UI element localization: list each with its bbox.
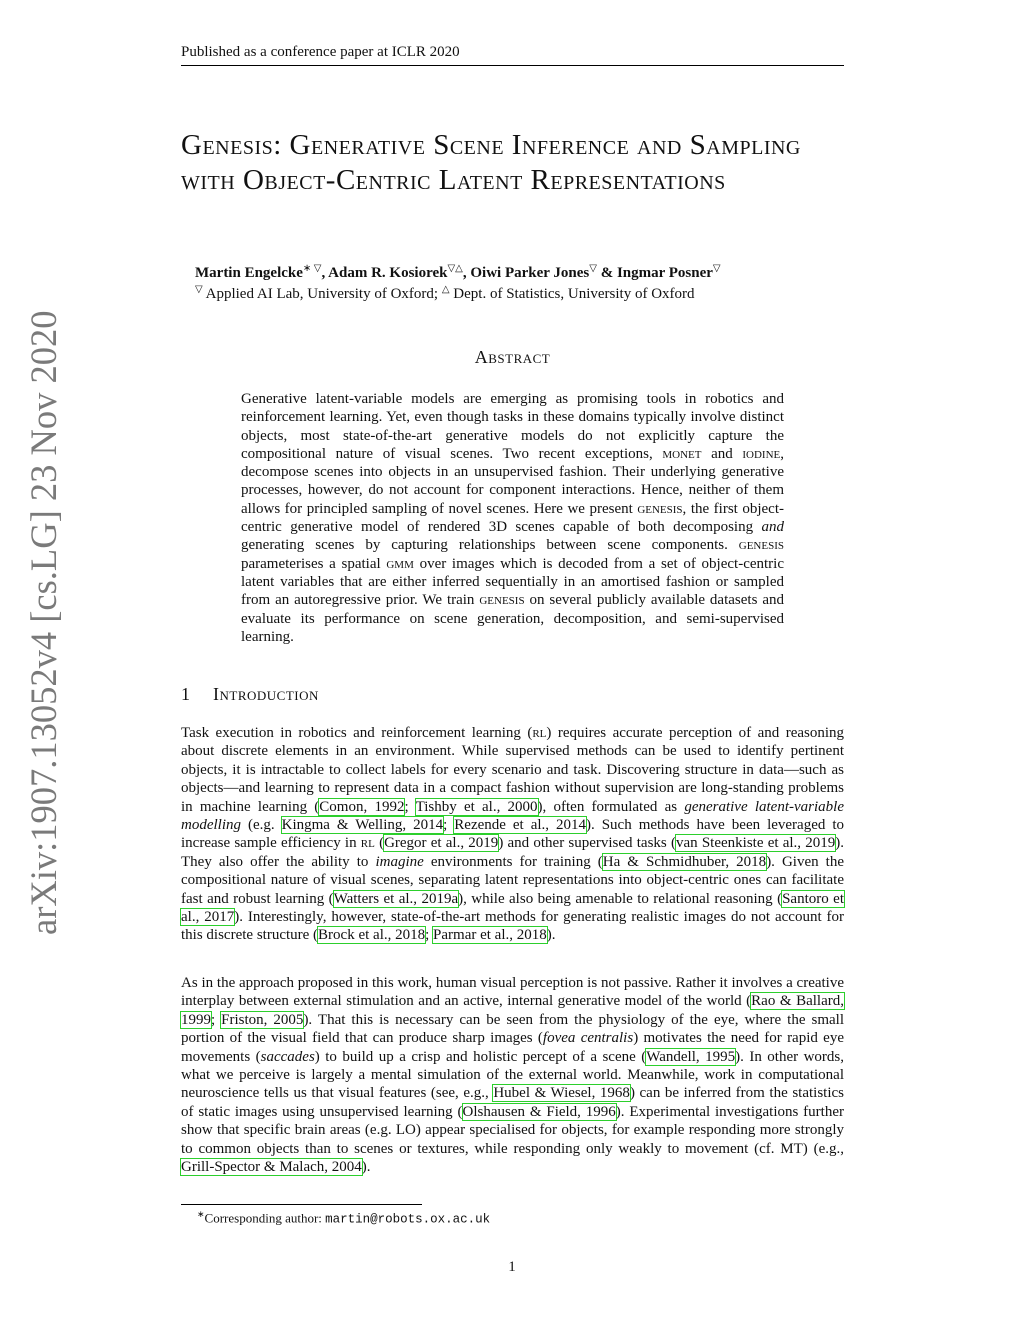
model-name: iodine	[742, 445, 781, 462]
author-marks: ∗ ▽	[302, 263, 322, 274]
abbrev: rl	[532, 725, 547, 741]
text-run: Task execution in robotics and reinforcement learning (	[181, 725, 533, 741]
model-name: genesis	[637, 500, 683, 517]
author-name: & Ingmar Posner	[596, 265, 713, 281]
citation-link[interactable]: Tishby et al., 2000	[415, 798, 538, 815]
text-run: ).	[546, 927, 556, 944]
text-run: generating scenes by capturing relationships between scene components.	[241, 537, 739, 554]
model-name: monet	[662, 445, 702, 462]
citation-link[interactable]: Brock et al., 2018	[318, 927, 426, 944]
text-run: ;	[404, 798, 416, 815]
emphasis: fovea centralis	[542, 1030, 634, 1047]
text-run: ).	[361, 1159, 371, 1176]
author-name: , Adam R. Kosiorek	[321, 265, 448, 281]
model-name: genesis	[479, 592, 525, 609]
section-number: 1	[181, 684, 190, 704]
paper-title: Genesis: Generative Scene Inference and Sampling with Object-Centric Latent Representations	[181, 129, 801, 196]
text-run: ). Such methods have been leveraged to increase sample efficiency in	[181, 817, 845, 852]
author-marks: ▽	[712, 263, 721, 274]
text-run: ) motivates the need for rapid eye movements (	[181, 1030, 844, 1065]
text-run: parameterises a spatial	[241, 555, 387, 572]
emphasis: saccades	[260, 1048, 315, 1065]
citation-link[interactable]: Wandell, 1995	[646, 1048, 736, 1065]
emphasis: and	[761, 519, 784, 536]
text-run: ). They also offer the ability to	[181, 835, 844, 870]
emphasis: generative latent-variable modelling	[181, 798, 844, 834]
footnote-text: Corresponding author:	[204, 1210, 326, 1226]
text-run: Generative latent-variable models are emerging as promising tools in robotics and reinforcement learning. Yet, even though tasks in these domains typically involve distinct objects, most state-of-the-art generative models do not explicitly capture the compositional nature of visual scenes. Two recent exceptions,	[241, 391, 784, 462]
footnote-rule	[181, 1204, 422, 1205]
author-name: Martin Engelcke	[195, 265, 303, 281]
author-name: , Oiwi Parker Jones	[462, 265, 590, 281]
text-run: ) can be inferred from the statistics of static images using unsupervised learning (	[181, 1085, 844, 1120]
text-run: ). Experimental investigations further show that specific brain areas (e.g. LO) appear specialised for objects, for example responding more strongly to common objects than to scenes or textures, while responding only weakly to movement (cf. MT) (e.g.,	[181, 1103, 844, 1157]
text-run: ). In other words, what we perceive is largely a mental simulation of the external world. Meanwhile, work in computational neuroscience tells us that visual features (see, e.g.,	[181, 1048, 845, 1102]
citation-link[interactable]: Ha & Schmidhuber, 2018	[602, 853, 767, 870]
citation-link[interactable]: Grill-Spector & Malach, 2004	[181, 1159, 362, 1176]
arxiv-identifier: arXiv:1907.13052v4 [cs.LG] 23 Nov 2020	[23, 310, 64, 935]
citation-link[interactable]: van Steenkiste et al., 2019	[675, 835, 836, 852]
footnote-mark: ∗	[197, 1209, 205, 1219]
citation-link[interactable]: Santoro et al., 2017	[181, 890, 844, 926]
text-run: environments for training (	[423, 853, 603, 870]
citation-link[interactable]: Friston, 2005	[221, 1011, 304, 1028]
citation-link[interactable]: Rezende et al., 2014	[454, 817, 586, 834]
citation-link[interactable]: Parmar et al., 2018	[433, 927, 547, 944]
text-run: ). Given the compositional nature of visual scenes, separating latent representations into object-centric ones can facilitate fast and robust learning (	[181, 853, 845, 907]
text-run: ), while also being amenable to relational reasoning (	[458, 890, 783, 907]
text-run: As in the approach proposed in this work, human visual perception is not passive. Rather it involves a creative interplay between external stimulation and an active, internal generative model of the world (	[181, 975, 844, 1010]
text-run: ). Interestingly, however, state-of-the-art methods for generating realistic images do not account for this discrete structure (	[181, 909, 844, 944]
author-marks: ▽△	[447, 263, 463, 274]
intro-paragraph-1	[181, 724, 844, 945]
author-marks: ▽	[589, 263, 597, 274]
citation-link[interactable]: Comon, 1992	[319, 798, 405, 815]
affil-mark: △	[441, 284, 450, 295]
intro-paragraph-2	[181, 974, 844, 1176]
abstract-heading: Abstract	[474, 347, 551, 367]
text-run: ). That this is necessary can be seen from the physiology of the eye, where the small portion of the visual field that can produce sharp images (	[181, 1011, 844, 1047]
model-name: gmm	[386, 555, 414, 572]
abbrev: rl	[360, 835, 375, 852]
citation-link[interactable]: Kingma & Welling, 2014	[281, 817, 444, 834]
citation-link[interactable]: Watters et al., 2019a	[333, 890, 459, 907]
affiliations	[195, 280, 845, 304]
affil-text: Dept. of Statistics, University of Oxford	[449, 286, 695, 302]
text-run: ), often formulated as	[537, 798, 685, 815]
citation-link[interactable]: Gregor et al., 2019	[384, 835, 499, 852]
text-run: ) and other supervised tasks (	[498, 835, 676, 852]
text-run: ;	[425, 927, 434, 944]
footnote	[197, 1209, 797, 1226]
section-heading	[181, 684, 844, 705]
text-run: on several publicly available datasets and evaluate its performance on scene generation, decomposition, and semi-supervised learning.	[241, 592, 784, 645]
running-header: Published as a conference paper at ICLR 2020	[181, 44, 844, 66]
emphasis: imagine	[375, 853, 424, 870]
text-run: (	[374, 835, 385, 852]
text-run: ;	[211, 1011, 222, 1028]
page-number: 1	[508, 1259, 516, 1275]
text-run: ) to build up a crisp and holistic percept of a scene (	[314, 1048, 647, 1065]
affil-mark: ▽	[195, 284, 203, 295]
citation-link[interactable]: Rao & Ballard, 1999	[181, 993, 844, 1028]
affil-text: Applied AI Lab, University of Oxford;	[202, 286, 442, 302]
text-run: ;	[443, 817, 455, 834]
text-run: and	[701, 445, 743, 462]
abstract-body	[241, 390, 784, 646]
text-run: ) requires accurate perception of and reasoning about discrete elements in an environment. While supervised methods can be used to identify pertinent objects, it is intractable to collect labels for every scenario and task. Discovering structure in data—such as objects—and learning to represent data in a compact fashion without supervision are long-standing problems in machine learning (	[181, 725, 845, 815]
text-run: , decompose scenes into objects in an unsupervised fashion. Their underlying generative processes, however, do not account for component interactions. Hence, neither of them allows for principled sampling of novel scenes. Here we present	[241, 445, 784, 517]
section-title: Introduction	[213, 684, 319, 704]
citation-link[interactable]: Olshausen & Field, 1996	[462, 1103, 616, 1120]
text-run: , the first object-centric generative model of rendered 3D scenes capable of both decomposing	[241, 500, 784, 536]
text-run: over images which is decoded from a set of object-centric latent variables that are either inferred sequentially in an amortised fashion or sampled from an autoregressive prior. We train	[241, 555, 784, 609]
text-run: (e.g.	[241, 817, 282, 834]
email-link[interactable]: martin@robots.ox.ac.uk	[325, 1212, 491, 1227]
model-name: genesis	[738, 537, 784, 554]
citation-link[interactable]: Hubel & Wiesel, 1968	[493, 1085, 630, 1102]
